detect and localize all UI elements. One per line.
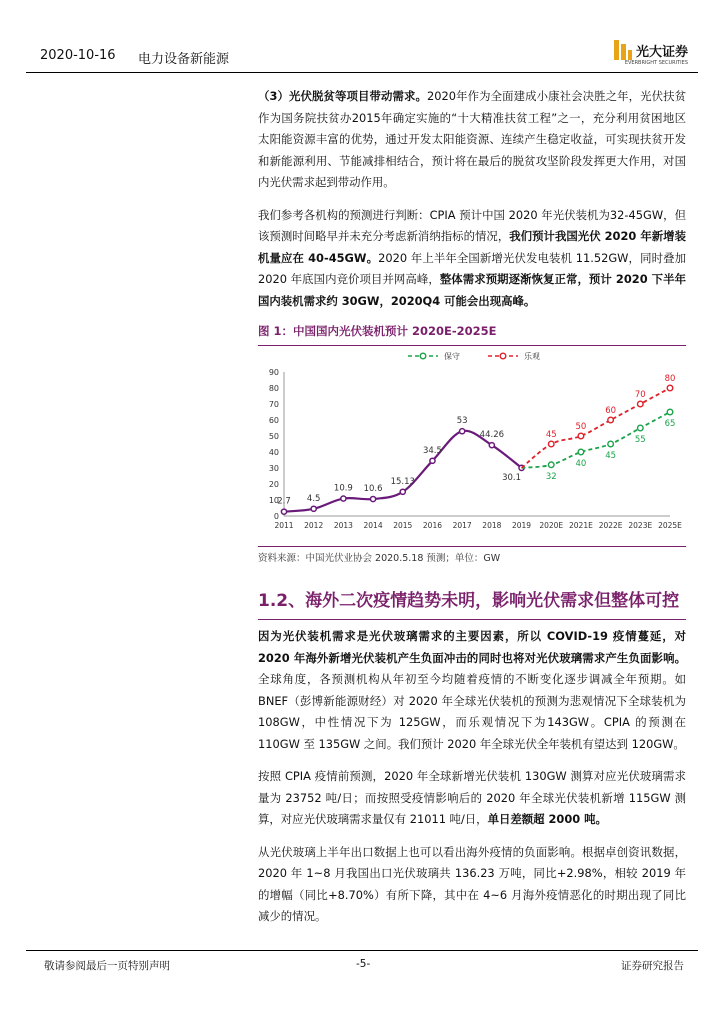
paragraph-forecast-a: 我们参考各机构的预测进行判断：CPIA 预计中国 2020 年光伏装机为32-45GW，但该预测时间略早并未充分考虑新消纳指标的情况， (258, 207, 686, 243)
paragraph-glass-demand-text: 按照 CPIA 疫情前预测，2020 年全球新增光伏装机 130GW 测算对应光伏玻璃需求量为 23752 吨/日；而按照受疫情影响后的 2020 年全球光伏装机新增 115GW 测算，对应光伏玻璃需求量仅有 21011 吨/日， (258, 769, 686, 826)
y-tick-label: 20 (268, 480, 279, 489)
paragraph-forecast-b: 我们预计我国光伏 2020 年新增装机量应在 40-45GW。 (258, 229, 686, 265)
forecast-point (638, 425, 644, 431)
y-tick-label: 10 (268, 496, 279, 505)
historical-data-label: 30.1 (502, 472, 522, 483)
x-tick-label: 2018 (482, 521, 502, 530)
forecast-point (578, 449, 584, 455)
company-logo (614, 40, 688, 66)
figure-title: 图 1：中国国内光伏装机预计 2020E-2025E (258, 324, 497, 338)
page-number: -5- (356, 958, 371, 970)
paragraph-export-text: 从光伏玻璃上半年出口数据上也可以看出海外疫情的负面影响。根据卓创资讯数据，2020 年 1~8 月我国出口光伏玻璃共 136.23 万吨，同比+2.98%，相较 2019 年的增幅（同比+8.70%）有所下降，其中在 4~6 月海外疫情恶化的时期出现了同比减少的情况。 (258, 844, 686, 923)
x-tick-label: 2020E (539, 521, 564, 530)
x-tick-label: 2013 (333, 521, 353, 530)
paragraph-poverty-text: 2020年作为全面建成小康社会决胜之年，光伏扶贫作为国务院扶贫办2015年确定实施的“十大精准扶贫工程”之一，充分利用贫困地区太阳能资源丰富的优势，通过开发太阳能资源、连续产生稳定收益，可实现扶贫开发和新能源利用、节能减排相结合，预计将在最后的脱贫攻坚阶段发挥更大作用，对国内光伏需求起到带动作用。 (258, 89, 686, 189)
forecast-data-label: 45 (605, 451, 617, 461)
historical-data-label: 15.13 (390, 476, 415, 487)
forecast-point (608, 441, 614, 447)
logo-subtitle: EVERBRIGHT SECURITIES (624, 60, 688, 66)
historical-point (341, 496, 346, 501)
legend-marker (500, 353, 506, 359)
footer-rule (26, 950, 698, 951)
y-tick-label: 80 (268, 384, 279, 393)
historical-point (400, 489, 405, 494)
forecast-point (667, 385, 673, 391)
historical-point (311, 506, 316, 511)
x-tick-label: 2011 (274, 521, 294, 530)
x-tick-label: 2021E (569, 521, 593, 530)
x-tick-label: 2012 (304, 521, 324, 530)
forecast-point (638, 401, 644, 407)
forecast-series-line (522, 412, 670, 468)
logo-mark-icon (614, 40, 632, 60)
x-tick-label: 2017 (452, 521, 472, 530)
forecast-data-label: 55 (634, 435, 646, 445)
section-heading: 1.2、海外二次疫情趋势未明，影响光伏需求但整体可控 (258, 591, 680, 611)
forecast-data-label: 80 (664, 374, 676, 384)
page-header (26, 40, 698, 68)
report-date: 2020-10-16 (40, 48, 116, 63)
x-tick-label: 2015 (393, 521, 413, 530)
y-tick-label: 0 (273, 512, 279, 521)
paragraph-forecast-c: 2020 年上半年全国新增光伏发电装机 11.52GW，同时叠加 2020 年底国内竞价项目并网高峰， (258, 250, 686, 286)
paragraph-glass-demand (258, 766, 686, 831)
historical-data-label: 53 (456, 416, 468, 427)
forecast-point (548, 462, 554, 468)
pv-install-chart (258, 346, 686, 546)
section-heading-rule (258, 619, 686, 620)
forecast-data-label: 50 (575, 422, 587, 432)
x-tick-label: 2019 (511, 521, 532, 530)
y-tick-label: 40 (268, 448, 279, 457)
historical-data-label: 4.5 (306, 493, 321, 504)
forecast-series-line (522, 388, 670, 468)
figure-source: 资料来源：中国光伏业协会 2020.5.18 预测；单位：GW (258, 553, 501, 564)
x-tick-label: 2014 (363, 521, 383, 530)
x-tick-label: 2025E (658, 521, 682, 530)
paragraph-covid-text: 全球角度，各预测机构从年初至今均随着疫情的不断变化逐步调减全年预期。如 BNEF（彭博新能源财经）对 2020 年全球光伏装机的预测为悲观情况下全球装机为 108GW，中性情况下为 125GW，而乐观情况下为143GW。CPIA 的预测在 110GW 至 135GW 之间。我们预计 2020 年全球光伏全年装机有望达到 120GW。 (258, 672, 686, 751)
historical-data-label: 2.7 (277, 496, 291, 507)
historical-point (489, 443, 494, 448)
forecast-point (578, 433, 584, 439)
footer-report-type: 证券研究报告 (621, 960, 684, 972)
pv-install-chart-svg (258, 346, 686, 546)
y-tick-label: 60 (268, 416, 279, 425)
paragraph-covid-lead: 因为光伏装机需求是光伏玻璃需求的主要因素，所以 COVID-19 疫情蔓延，对 2020 年海外新增光伏装机产生负面冲击的同时也将对光伏玻璃需求产生负面影响。 (258, 629, 686, 665)
legend-label: 保守 (444, 352, 460, 361)
historical-point (370, 496, 375, 501)
forecast-data-label: 32 (545, 471, 557, 482)
forecast-data-label: 60 (605, 406, 617, 416)
paragraph-poverty-lead: （3）光伏脱贫等项目带动需求。 (258, 89, 428, 103)
report-sector: 电力设备新能源 (138, 52, 230, 67)
historical-point (460, 429, 465, 434)
y-tick-label: 90 (268, 368, 279, 377)
x-tick-label: 2016 (422, 521, 443, 530)
forecast-data-label: 40 (575, 459, 587, 469)
y-tick-label: 30 (268, 464, 279, 473)
forecast-data-label: 65 (664, 419, 676, 429)
paragraph-export (258, 842, 686, 928)
forecast-data-label: 70 (634, 390, 646, 400)
historical-point (430, 458, 435, 463)
paragraph-glass-demand-lead: 单日差额超 2000 吨。 (487, 812, 607, 826)
paragraph-forecast (258, 205, 686, 313)
legend-label: 乐观 (524, 352, 540, 361)
forecast-point (667, 409, 673, 415)
historical-data-label: 10.9 (333, 483, 353, 494)
x-tick-label: 2023E (628, 521, 653, 530)
y-tick-label: 70 (268, 400, 279, 409)
paragraph-poverty (258, 86, 686, 194)
historical-data-label: 44.26 (479, 430, 505, 441)
x-tick-label: 2022E (598, 521, 623, 530)
forecast-data-label: 45 (545, 430, 557, 440)
logo-name: 光大证券 (635, 44, 688, 60)
forecast-point (548, 441, 554, 447)
paragraph-covid (258, 626, 686, 755)
historical-data-label: 34.5 (422, 445, 442, 456)
paragraph-forecast-d: 整体需求预期逐渐恢复正常，预计 2020 下半年国内装机需求约 30GW，2020Q4 可能会出现高峰。 (258, 272, 686, 308)
historical-data-label: 10.6 (363, 484, 383, 495)
main-content (258, 86, 686, 939)
header-rule (26, 72, 698, 73)
figure-rule-bottom (258, 546, 686, 547)
y-tick-label: 50 (268, 432, 279, 441)
legend-marker (420, 353, 426, 359)
forecast-point (608, 417, 614, 423)
historical-point (281, 509, 286, 514)
footer-disclaimer: 敬请参阅最后一页特别声明 (44, 960, 170, 972)
